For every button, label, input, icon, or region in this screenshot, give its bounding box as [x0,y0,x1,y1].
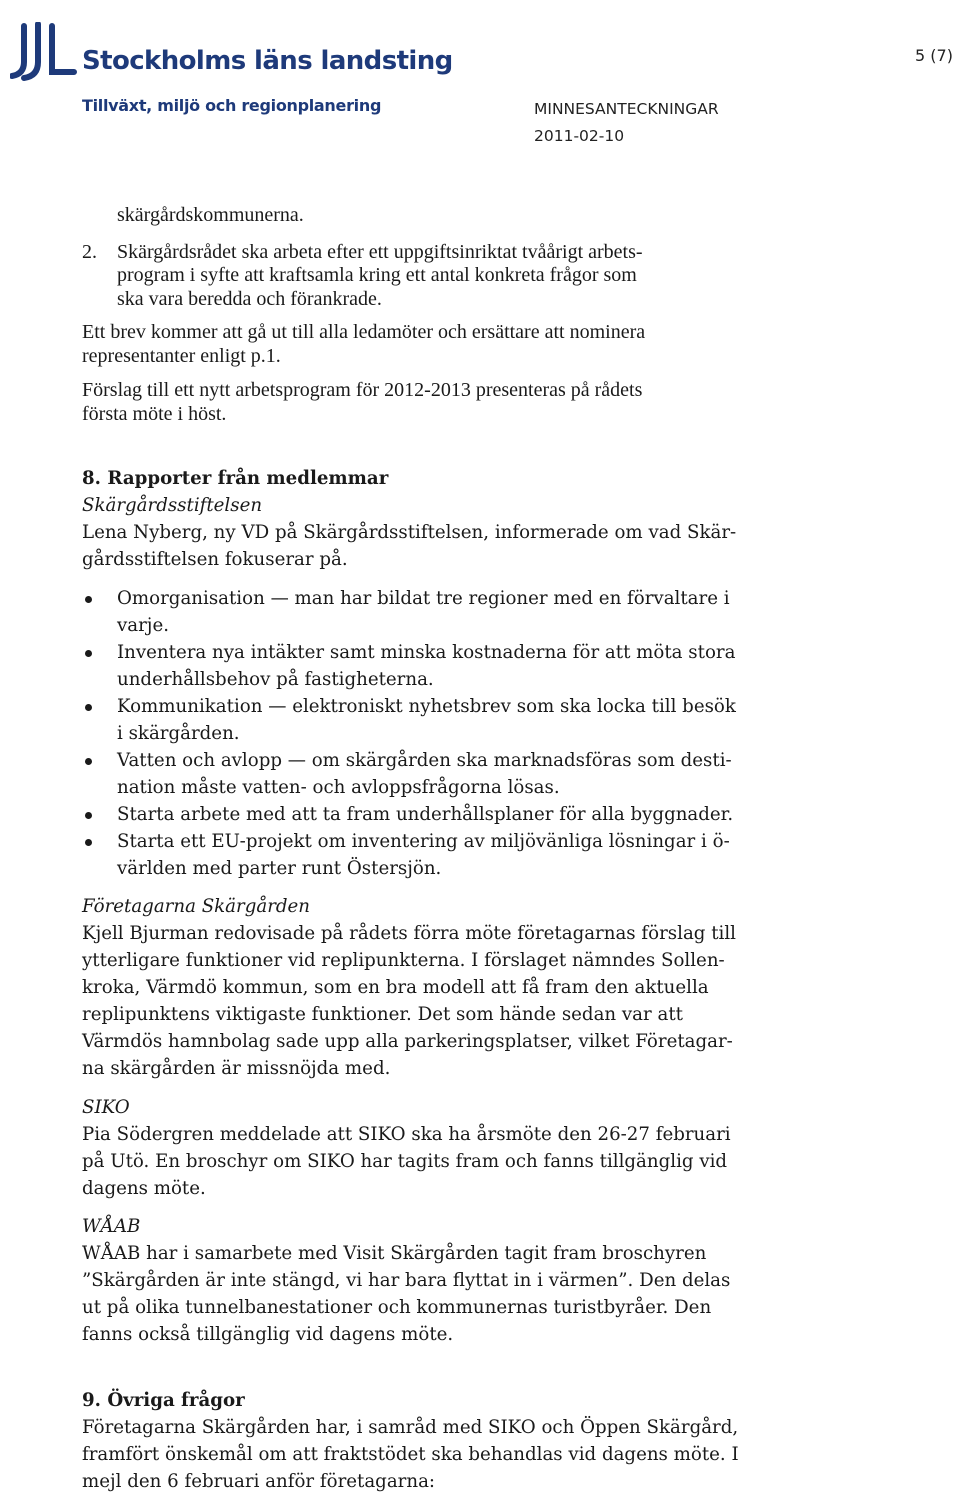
bullet-icon [85,596,92,603]
subsection-title: SIKO [82,1097,130,1118]
paragraph-line: program i syfte att kraftsamla kring ett antal konkreta frågor som [117,264,637,286]
continuation-text: skärgårdskommunerna. [117,204,304,226]
list-item-line: Inventera nya intäkter samt minska kostnaderna för att möta stora [117,642,736,663]
list-item-line: Starta arbete med att ta fram underhållsplaner för alla byggnader. [117,804,734,825]
bullet-icon [85,839,92,846]
paragraph-line: på Utö. En broschyr om SIKO har tagits fram och fanns tillgänglig vid [82,1151,728,1172]
document-type: MINNESANTECKNINGAR [534,100,719,118]
department-name: Tillväxt, miljö och regionplanering [82,96,382,115]
bullet-icon [85,812,92,819]
paragraph-line: WÅAB har i samarbete med Visit Skärgården tagit fram broschyren [82,1243,707,1264]
paragraph-line: ”Skärgården är inte stängd, vi har bara flyttat in i värmen”. Den delas [82,1270,731,1291]
bullet-icon [85,704,92,711]
paragraph-line: Företagarna Skärgården har, i samråd med SIKO och Öppen Skärgård, [82,1417,739,1438]
paragraph-line: Skärgårdsrådet ska arbeta efter ett uppgiftsinriktat tvåårigt arbets- [117,241,643,263]
paragraph-line: mejl den 6 februari anför företagarna: [82,1471,436,1492]
subsection-title: WÅAB [82,1216,141,1237]
bullet-icon [85,650,92,657]
paragraph-line: fanns också tillgänglig vid dagens möte. [82,1324,454,1345]
paragraph-line: ut på olika tunnelbanestationer och kommunernas turistbyråer. Den [82,1297,712,1318]
list-item-line: Vatten och avlopp — om skärgården ska marknadsföras som desti- [117,750,732,771]
organization-name: Stockholms läns landsting [82,46,453,76]
paragraph-line: na skärgården är missnöjda med. [82,1058,391,1079]
paragraph-line: dagens möte. [82,1178,206,1199]
paragraph-line: första möte i höst. [82,403,227,425]
page-number: 5 (7) [915,46,953,65]
item-number: 2. [82,241,97,263]
list-item-line: världen med parter runt Östersjön. [117,858,442,879]
list-item-line: underhållsbehov på fastigheterna. [117,669,434,690]
section-heading: 8. Rapporter från medlemmar [82,468,389,489]
paragraph-line: Värmdös hamnbolag sade upp alla parkeringsplatser, vilket Företagar- [82,1031,733,1052]
list-item-line: Omorganisation — man har bildat tre regioner med en förvaltare i [117,588,730,609]
paragraph-line: Pia Södergren meddelade att SIKO ska ha årsmöte den 26-27 februari [82,1124,731,1145]
paragraph-line: representanter enligt p.1. [82,345,281,367]
subsection-title: Företagarna Skärgården [82,896,311,917]
paragraph-line: Kjell Bjurman redovisade på rådets förra möte företagarnas förslag till [82,923,736,944]
paragraph-line: gårdsstiftelsen fokuserar på. [82,549,348,570]
list-item-line: varje. [117,615,169,636]
paragraph-line: ska vara beredda och förankrade. [117,288,382,310]
section-heading: 9. Övriga frågor [82,1390,245,1411]
paragraph-line: Ett brev kommer att gå ut till alla ledamöter och ersättare att nominera [82,321,646,343]
list-item-line: Kommunikation — elektroniskt nyhetsbrev som ska locka till besök [117,696,736,717]
paragraph-line: Lena Nyberg, ny VD på Skärgårdsstiftelsen, informerade om vad Skär- [82,522,737,543]
paragraph-line: kroka, Värmdö kommun, som en bra modell att få fram den aktuella [82,977,709,998]
paragraph-line: replipunktens viktigaste funktioner. Det som hände sedan var att [82,1004,683,1025]
document-date: 2011-02-10 [534,127,625,145]
list-item-line: nation måste vatten- och avloppsfrågorna lösas. [117,777,560,798]
list-item-line: i skärgården. [117,723,240,744]
list-item-line: Starta ett EU-projekt om inventering av miljövänliga lösningar i ö- [117,831,730,852]
paragraph-line: ytterligare funktioner vid replipunkterna. I förslaget nämndes Sollen- [82,950,725,971]
paragraph-line: framfört önskemål om att fraktstödet ska behandlas vid dagens möte. I [82,1444,739,1465]
paragraph-line: Förslag till ett nytt arbetsprogram för 2012-2013 presenteras på rådets [82,379,643,401]
subsection-title: Skärgårdsstiftelsen [82,495,263,516]
bullet-icon [85,758,92,765]
